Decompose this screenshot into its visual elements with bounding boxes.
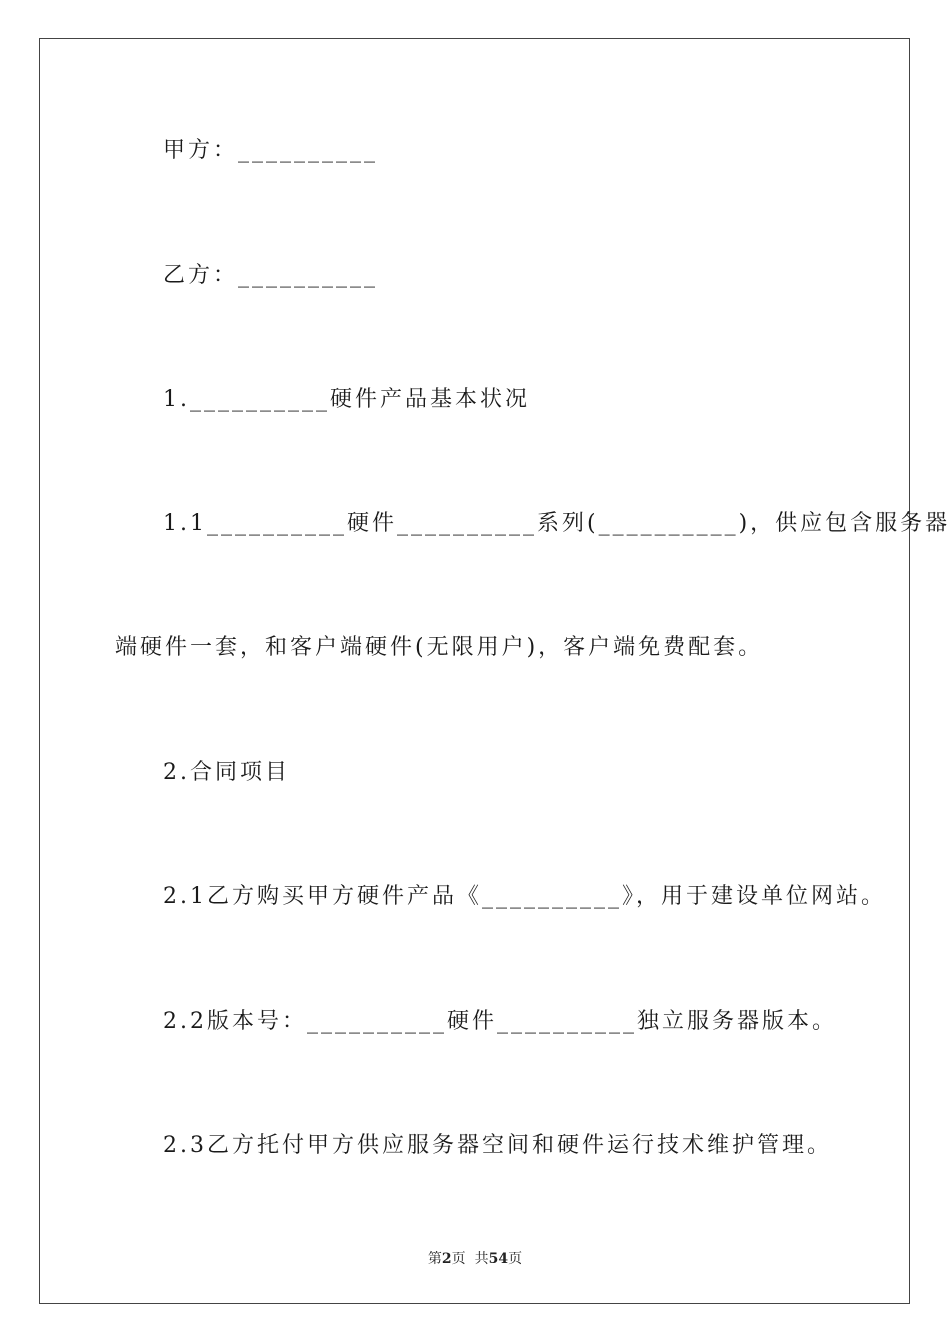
page-footer (0, 1248, 950, 1268)
clause-2-1: 2.1乙方购买甲方硬件产品《__________》，用于建设单位网站。 (163, 884, 886, 909)
footer-mid: 页 共 (451, 1251, 489, 1267)
section-2-heading: 2.合同项目 (163, 760, 290, 785)
page-border (39, 38, 910, 1304)
clause-2-2: 2.2版本号：__________硬件__________独立服务器版本。 (163, 1009, 837, 1034)
clause-2-3: 2.3乙方托付甲方供应服务器空间和硬件运行技术维护管理。 (163, 1133, 832, 1158)
section-1-heading: 1.__________硬件产品基本状况 (163, 387, 530, 412)
party-a-line: 甲方：__________ (163, 138, 379, 163)
party-b-line: 乙方：__________ (163, 263, 379, 288)
clause-1-1-line-2: 端硬件一套，和客户端硬件(无限用户)，客户端免费配套。 (115, 635, 764, 660)
footer-total-pages: 54 (488, 1251, 509, 1267)
footer-prefix: 第 (427, 1251, 442, 1267)
footer-suffix: 页 (508, 1251, 523, 1267)
footer-current-page: 2 (441, 1251, 452, 1267)
clause-1-1-line-1: 1.1__________硬件__________系列(__________)，供应包含服务器 (163, 511, 950, 536)
